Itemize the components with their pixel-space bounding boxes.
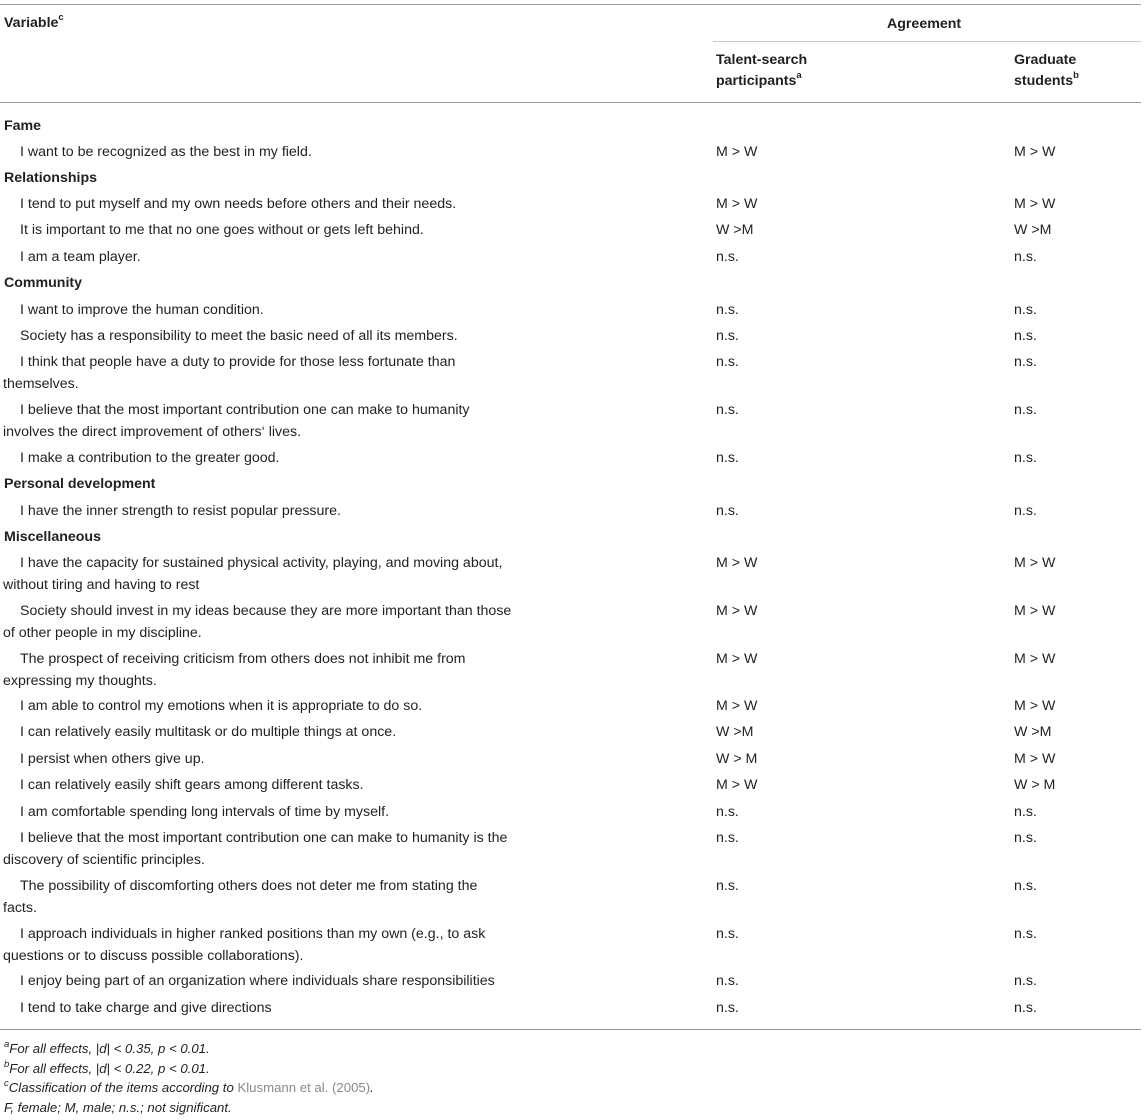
item-text-line2: discovery of scientific principles. [3, 851, 205, 868]
variable-header: Variable$^c$ [4, 12, 64, 31]
item-text-line1: I think that people have a duty to provide for those less fortunate than [20, 354, 456, 370]
talent-search-value: M > W [716, 144, 758, 160]
item-text-line2: themselves. [3, 375, 79, 392]
agreement-rule [713, 41, 1141, 42]
talent-search-value: n.s. [716, 354, 739, 370]
item-text [20, 247, 560, 269]
item-text [20, 501, 560, 523]
item-text [20, 326, 560, 348]
graduate-students-value: n.s. [1014, 354, 1037, 370]
item-text-line1: I can relatively easily multitask or do multiple things at once. [20, 724, 397, 740]
group-label: Miscellaneous [4, 529, 101, 545]
item-text [3, 352, 560, 395]
item-text-line1: I am a team player. [20, 249, 141, 265]
item-text [20, 220, 560, 242]
talent-search-value: n.s. [716, 804, 739, 820]
group-label: Community [4, 275, 83, 291]
talent-search-value: n.s. [716, 926, 739, 942]
item-text [20, 194, 560, 216]
talent-search-value: W > M [716, 751, 758, 767]
item-text-line2: without tiring and having to rest [3, 576, 200, 593]
graduate-students-header: Graduate students$^b$ [1014, 52, 1079, 89]
item-text-line1: I can relatively easily shift gears among different tasks. [20, 777, 364, 793]
talent-search-value: M > W [716, 196, 758, 212]
graduate-students-value: n.s. [1014, 1000, 1037, 1016]
item-text [20, 802, 560, 824]
item-text [3, 649, 560, 692]
item-text [3, 828, 560, 871]
item-text-line2: questions or to discuss possible collaborations). [3, 947, 304, 964]
graduate-students-value: n.s. [1014, 302, 1037, 318]
item-text-line2: expressing my thoughts. [3, 672, 157, 689]
table-top-rule [0, 4, 1141, 5]
graduate-students-value: n.s. [1014, 926, 1037, 942]
talent-search-value: n.s. [716, 878, 739, 894]
item-text [20, 998, 560, 1020]
item-text-line1: I want to be recognized as the best in my field. [20, 144, 312, 160]
item-text [20, 971, 560, 993]
talent-search-value: n.s. [716, 973, 739, 989]
item-text-line1: I believe that the most important contribution one can make to humanity [20, 402, 470, 418]
item-text-line1: It is important to me that no one goes without or gets left behind. [20, 222, 424, 238]
item-text [3, 553, 560, 596]
talent-search-value: W >M [716, 222, 754, 238]
graduate-students-value: M > W [1014, 603, 1056, 619]
item-text-line1: I am able to control my emotions when it is appropriate to do so. [20, 698, 423, 714]
item-text-line1: Society has a responsibility to meet the basic need of all its members. [20, 328, 458, 344]
graduate-students-value: n.s. [1014, 450, 1037, 466]
item-text [20, 448, 560, 470]
footnote-abbreviations: F, female; M, male; n.s.; not significant. [4, 1100, 232, 1115]
graduate-students-value: W >M [1014, 724, 1052, 740]
item-text-line1: I believe that the most important contribution one can make to humanity is the [20, 830, 508, 846]
graduate-students-value: W >M [1014, 222, 1052, 238]
graduate-students-value: M > W [1014, 196, 1056, 212]
header-bottom-rule [0, 102, 1141, 103]
item-text-line1: I have the capacity for sustained physical activity, playing, and moving about, [20, 555, 503, 571]
footnote-c: $^c$Classification of the items according to Klusmann et al. (2005). [4, 1077, 374, 1095]
item-text-line1: I have the inner strength to resist popular pressure. [20, 503, 341, 519]
item-text [20, 775, 560, 797]
talent-search-value: W >M [716, 724, 754, 740]
item-text-line1: The prospect of receiving criticism from others does not inhibit me from [20, 651, 466, 667]
item-text-line1: I tend to put myself and my own needs before others and their needs. [20, 196, 457, 212]
graduate-students-value: M > W [1014, 698, 1056, 714]
footnote-a: $^a$For all effects, |d| < 0.35, p < 0.01. [4, 1038, 210, 1056]
graduate-students-value: n.s. [1014, 878, 1037, 894]
item-text-line2: of other people in my discipline. [3, 624, 202, 641]
footnote-b: $^b$For all effects, |d| < 0.22, p < 0.01. [4, 1058, 210, 1076]
talent-search-value: n.s. [716, 450, 739, 466]
graduate-students-value: n.s. [1014, 804, 1037, 820]
item-text [20, 722, 560, 744]
talent-search-value: M > W [716, 651, 758, 667]
item-text [20, 749, 560, 771]
item-text [20, 696, 560, 718]
talent-search-value: n.s. [716, 503, 739, 519]
talent-search-value: n.s. [716, 249, 739, 265]
talent-search-value: M > W [716, 555, 758, 571]
graduate-students-value: W > M [1014, 777, 1056, 793]
talent-search-value: n.s. [716, 402, 739, 418]
graduate-students-value: M > W [1014, 555, 1056, 571]
graduate-students-value: M > W [1014, 651, 1056, 667]
group-label: Fame [4, 118, 42, 134]
item-text-line1: I am comfortable spending long intervals of time by myself. [20, 804, 390, 820]
item-text [3, 601, 560, 644]
item-text-line2: facts. [3, 899, 37, 916]
group-label: Personal development [4, 476, 156, 492]
item-text-line2: involves the direct improvement of others‘ lives. [3, 423, 302, 440]
item-text-line1: I enjoy being part of an organization where individuals share responsibilities [20, 973, 495, 989]
item-text-line1: I make a contribution to the greater good. [20, 450, 280, 466]
klusmann-reference-link[interactable]: Klusmann et al. (2005) [237, 1080, 371, 1095]
item-text [20, 300, 560, 322]
graduate-students-value: n.s. [1014, 249, 1037, 265]
talent-search-header: Talent-search participants$^a$ [716, 52, 808, 89]
item-text-line1: The possibility of discomforting others does not deter me from stating the [20, 878, 478, 894]
graduate-students-value: n.s. [1014, 402, 1037, 418]
graduate-students-value: n.s. [1014, 328, 1037, 344]
group-label: Relationships [4, 170, 98, 186]
item-text-line1: I want to improve the human condition. [20, 302, 264, 318]
item-text [3, 400, 560, 443]
talent-search-value: M > W [716, 777, 758, 793]
graduate-students-value: M > W [1014, 144, 1056, 160]
talent-search-value: n.s. [716, 1000, 739, 1016]
item-text-line1: I persist when others give up. [20, 751, 205, 767]
graduate-students-value: n.s. [1014, 973, 1037, 989]
agreement-header: Agreement [887, 16, 962, 32]
graduate-students-value: n.s. [1014, 830, 1037, 846]
item-text-line1: I tend to take charge and give directions [20, 1000, 272, 1016]
talent-search-value: M > W [716, 698, 758, 714]
item-text [3, 876, 560, 919]
talent-search-value: n.s. [716, 328, 739, 344]
item-text-line1: Society should invest in my ideas because they are more important than those [20, 603, 512, 619]
item-text-line1: I approach individuals in higher ranked positions than my own (e.g., to ask [20, 926, 486, 942]
graduate-students-value: n.s. [1014, 503, 1037, 519]
item-text [3, 924, 560, 967]
talent-search-value: M > W [716, 603, 758, 619]
talent-search-value: n.s. [716, 830, 739, 846]
graduate-students-value: M > W [1014, 751, 1056, 767]
table-bottom-rule [0, 1029, 1141, 1030]
item-text [20, 142, 560, 164]
talent-search-value: n.s. [716, 302, 739, 318]
